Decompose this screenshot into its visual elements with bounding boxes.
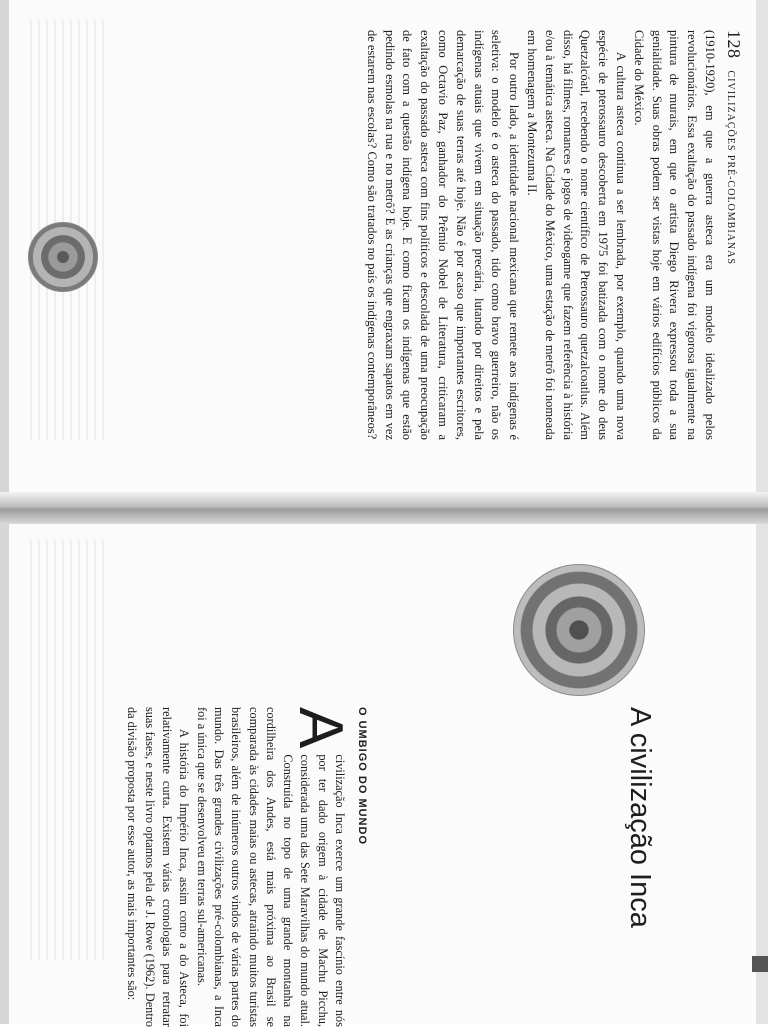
chapter-marker-square <box>752 956 768 972</box>
paragraph-2: A cultura asteca continua a ser lembrada, por exemplo, quando uma nova espécie de pterossauro descoberta em 1975 foi batizada com o nome do deus Quetzalcóatl, recebendo o nome científico de Pterossauro quetzalcoatlus. Além disso, há filmes, romances e jogos de videogame que fazem referência à história e/ou à temática asteca. Na Cidade do México, uma estação de metrô foi nomeada em homenagem a Montezuma II. <box>525 30 629 440</box>
chapter-title: A civilização Inca <box>624 707 656 928</box>
aztec-sun-stone-icon <box>28 222 98 292</box>
page-number: 128 <box>724 30 744 59</box>
book-gutter <box>0 492 768 524</box>
body-text <box>362 30 718 440</box>
lead-paragraph-text: civilização Inca exerce um grande fascínio entre nós por ter dado origem à cidade de Machu Picchu, considerada uma das Sete Maravilhas do mundo atual. Construída no topo de uma grande montanha na cordilheira dos Andes, está mais próxima ao Brasil se comparada às cidades maias ou astecas, atraindo muitos turistas brasileiros, além de inúmeros outros vindos de várias partes do mundo. Das três grandes civilizações pré-colombianas, a Inca foi a única que se desenvolveu em terras sul-americanas. <box>194 707 347 1027</box>
drop-cap: A <box>286 707 355 749</box>
lead-paragraph <box>192 707 355 1027</box>
section-heading: O UMBIGO DO MUNDO <box>356 707 368 845</box>
page-128 <box>0 0 768 470</box>
paragraph-2: A história do Império Inca, assim como a do Asteca, foi relativamente curta. Existem várias cronologias para retratar suas fases, e neste livro optamos pela de J. Rowe (1962). Dentro da divisão proposta por esse autor, as mais importantes são: <box>125 707 192 1027</box>
sun-stone-illustration-icon <box>513 564 645 696</box>
paragraph-3: Por outro lado, a identidade nacional mexicana que remete aos indígenas é seletiva: o modelo é o asteca do passado, tido como bravo guerreiro, não os indígenas atuais que vivem em situação precária, lutando por direitos e pela demarcação de suas terras até hoje. Não é por acaso que importantes escritores, como Octavio Paz, ganhador do Prêmio Nobel de Literatura, criticaram a exaltação do passado asteca com fins políticos e descolada de uma preocupação de fato com a questão indígena hoje. E como ficam os indígenas que estão pedindo esmolas na rua e no metrô? E as crianças que engraxam sapatos em vez de estarem nas escolas? Como são tratados no país os indígenas contemporâneos? <box>364 30 522 440</box>
running-head <box>723 30 744 265</box>
chapter-body-text <box>123 707 355 1027</box>
paragraph-1: (1910-1920), em que a guerra asteca era um modelo idealizado pelos revolucionários. Essa exaltação do passado indígena foi vigorosa igualmente na pintura de murais, em que o artista Diego Rivera expressou toda a sua genialidade. Suas obras podem ser vistas hoje em vários edifícios públicos da Cidade do México. <box>631 30 717 440</box>
chapter-opening-page <box>0 524 768 1027</box>
running-title: CIVILIZAÇÕES PRÉ-COLOMBIANAS <box>725 70 736 265</box>
